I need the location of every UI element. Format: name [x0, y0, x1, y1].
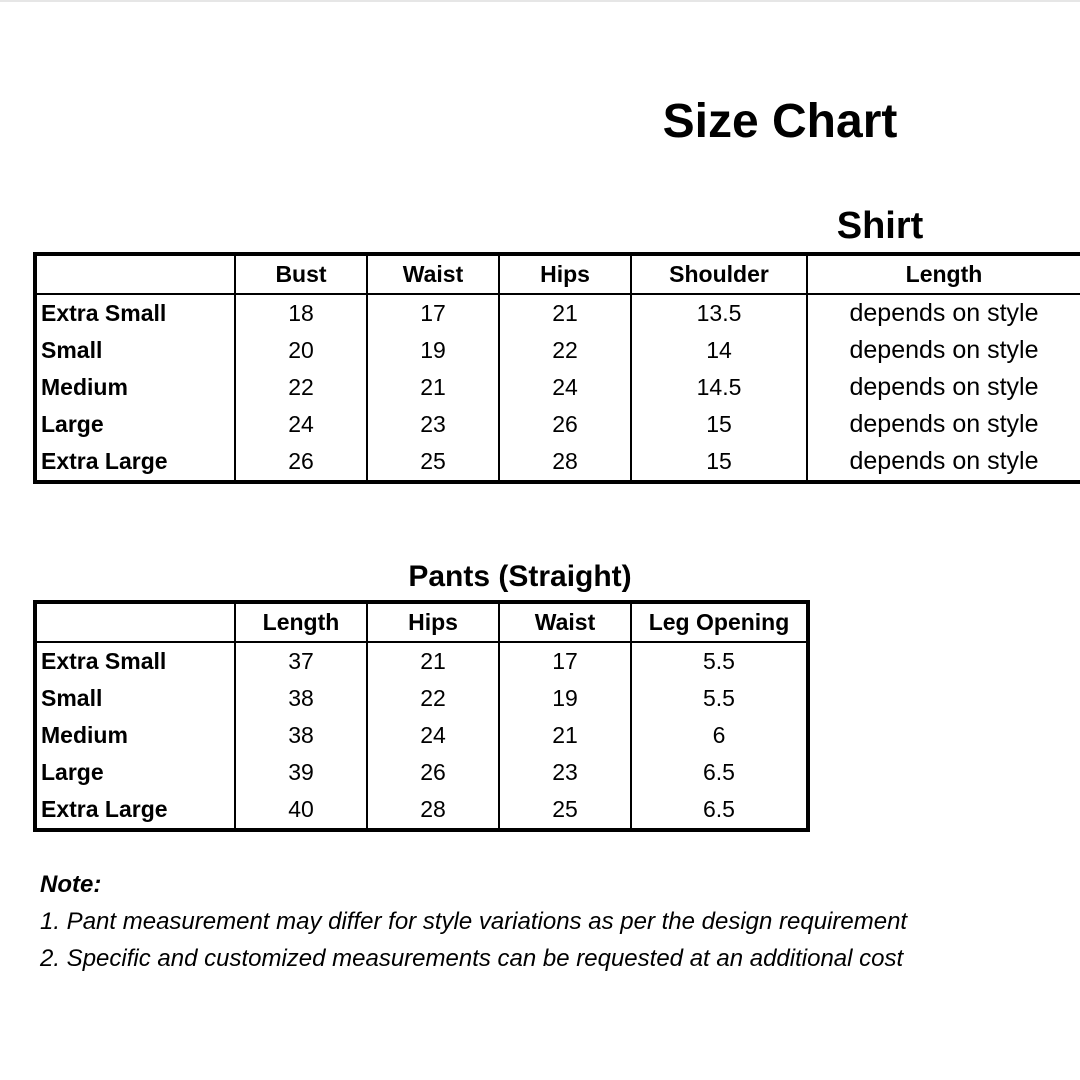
shirt-col-header-3: Hips [499, 254, 631, 294]
pants-col-header-3: Waist [499, 602, 631, 642]
shirt-cell: 23 [367, 406, 499, 443]
shirt-cell: 26 [235, 443, 367, 482]
shirt-col-header-5: Length [807, 254, 1080, 294]
pants-cell: 38 [235, 717, 367, 754]
shirt-size-label: Extra Small [35, 294, 235, 332]
shirt-header-row [35, 254, 1080, 294]
shirt-cell: 25 [367, 443, 499, 482]
pants-size-table [33, 600, 810, 832]
shirt-row [35, 406, 1080, 443]
shirt-col-header-4: Shoulder [631, 254, 807, 294]
pants-cell: 5.5 [631, 642, 808, 680]
pants-cell: 25 [499, 791, 631, 830]
pants-row [35, 680, 808, 717]
shirt-cell: 14.5 [631, 369, 807, 406]
pants-cell: 23 [499, 754, 631, 791]
pants-cell: 21 [499, 717, 631, 754]
shirt-cell: 24 [235, 406, 367, 443]
note-item-1: 1. Pant measurement may differ for style variations as per the design requirement [40, 908, 908, 935]
shirt-cell: 21 [367, 369, 499, 406]
shirt-cell: 15 [631, 443, 807, 482]
pants-cell: 26 [367, 754, 499, 791]
top-border-line [0, 0, 1080, 2]
pants-cell: 6.5 [631, 754, 808, 791]
pants-cell: 28 [367, 791, 499, 830]
pants-size-label: Medium [35, 717, 235, 754]
shirt-size-label: Large [35, 406, 235, 443]
shirt-row [35, 369, 1080, 406]
pants-row [35, 717, 808, 754]
shirt-cell: 17 [367, 294, 499, 332]
pants-section-heading: Pants (Straight) [408, 560, 632, 593]
shirt-section-heading: Shirt [836, 205, 924, 247]
pants-cell: 6 [631, 717, 808, 754]
shirt-cell: 20 [235, 332, 367, 369]
shirt-size-label: Small [35, 332, 235, 369]
shirt-cell: 26 [499, 406, 631, 443]
shirt-cell: depends on style [807, 294, 1080, 332]
shirt-cell: 14 [631, 332, 807, 369]
note-block [40, 866, 1060, 977]
shirt-cell: depends on style [807, 369, 1080, 406]
pants-size-label: Large [35, 754, 235, 791]
shirt-cell: 18 [235, 294, 367, 332]
pants-size-label: Small [35, 680, 235, 717]
shirt-col-header-1: Bust [235, 254, 367, 294]
pants-row [35, 642, 808, 680]
shirt-cell: 24 [499, 369, 631, 406]
pants-cell: 40 [235, 791, 367, 830]
shirt-cell: 21 [499, 294, 631, 332]
shirt-cell: 19 [367, 332, 499, 369]
shirt-row [35, 443, 1080, 482]
shirt-cell: depends on style [807, 332, 1080, 369]
pants-col-header-2: Hips [367, 602, 499, 642]
pants-row [35, 791, 808, 830]
shirt-cell: depends on style [807, 443, 1080, 482]
pants-cell: 37 [235, 642, 367, 680]
note-item-2: 2. Specific and customized measurements can be requested at an additional cost [40, 945, 904, 972]
shirt-row [35, 332, 1080, 369]
pants-header-row [35, 602, 808, 642]
pants-size-label: Extra Small [35, 642, 235, 680]
shirt-cell: 28 [499, 443, 631, 482]
pants-col-header-1: Length [235, 602, 367, 642]
pants-cell: 19 [499, 680, 631, 717]
pants-cell: 24 [367, 717, 499, 754]
shirt-row [35, 294, 1080, 332]
pants-size-label: Extra Large [35, 791, 235, 830]
shirt-cell: 22 [235, 369, 367, 406]
shirt-cell: 22 [499, 332, 631, 369]
pants-cell: 39 [235, 754, 367, 791]
pants-cell: 17 [499, 642, 631, 680]
pants-row [35, 754, 808, 791]
shirt-size-label: Extra Large [35, 443, 235, 482]
shirt-size-label: Medium [35, 369, 235, 406]
pants-cell: 22 [367, 680, 499, 717]
pants-cell: 38 [235, 680, 367, 717]
shirt-size-table [33, 252, 1080, 484]
pants-col-header-0 [35, 602, 235, 642]
shirt-cell: 13.5 [631, 294, 807, 332]
shirt-col-header-0 [35, 254, 235, 294]
pants-cell: 21 [367, 642, 499, 680]
pants-cell: 6.5 [631, 791, 808, 830]
note-label: Note: [40, 871, 102, 898]
shirt-cell: depends on style [807, 406, 1080, 443]
page-title: Size Chart [662, 95, 898, 148]
shirt-cell: 15 [631, 406, 807, 443]
pants-col-header-4: Leg Opening [631, 602, 808, 642]
pants-cell: 5.5 [631, 680, 808, 717]
shirt-col-header-2: Waist [367, 254, 499, 294]
